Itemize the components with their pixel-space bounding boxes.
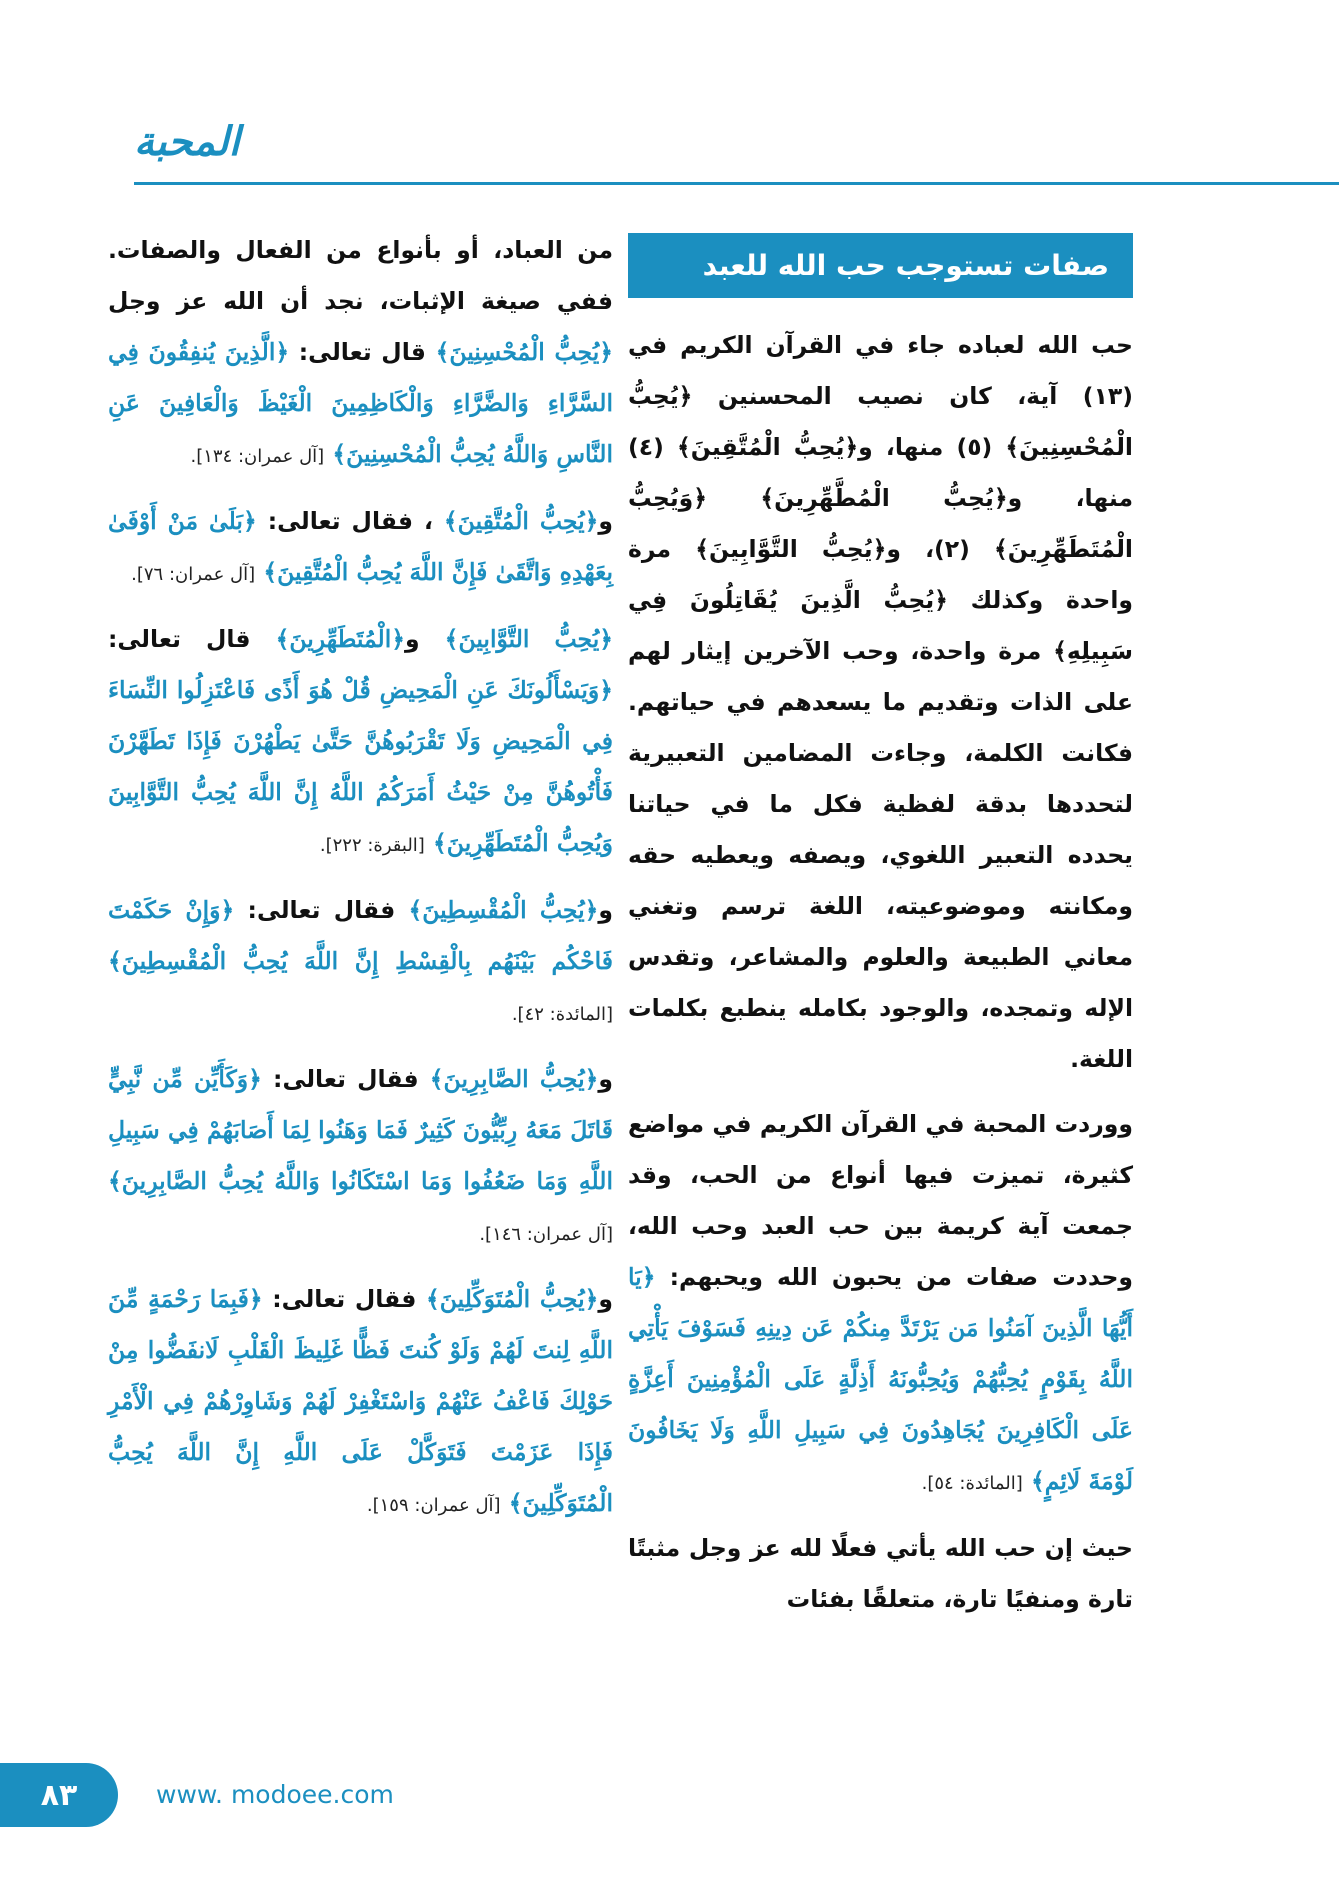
quran-verse-lead: ﴿يُحِبُّ الْمُقْسِطِينَ﴾ [408, 896, 599, 924]
quran-verse: ﴿يَا أَيُّهَا الَّذِينَ آمَنُوا مَن يَرْتَدَّ مِنكُمْ عَن دِينِهِ فَسَوْفَ يَأْتِي اللَّهُ بِقَوْمٍ يُحِبُّهُمْ وَيُحِبُّونَهُ أَذِلَّةٍ عَلَى الْمُؤْمِنِينَ أَعِزَّةٍ عَلَى الْكَافِرِينَ يُجَاهِدُونَ فِي سَبِيلِ اللَّهِ وَلَا يَخَافُونَ لَوْمَةَ لَائِمٍ﴾ [628, 1263, 1133, 1495]
paragraph-text: و [598, 507, 614, 535]
left-paragraph-4 [108, 885, 613, 1040]
paragraph-text: و [598, 896, 614, 924]
paragraph-text: حيث إن حب الله يأتي فعلًا لله عز وجل مثبتًا تارة ومنفيًا تارة، متعلقًا بفئات [628, 1534, 1133, 1613]
quran-verse-lead: ﴿يُحِبُّ التَّوَّابِينَ﴾ [444, 625, 613, 653]
left-paragraph-3 [108, 614, 613, 871]
page-number-badge: ٨٣ [0, 1763, 118, 1827]
quran-verse-lead: ﴿يُحِبُّ الصَّابِرِينَ﴾ [429, 1065, 599, 1093]
quran-verse: ﴿وَكَأَيِّن مِّن نَّبِيٍّ قَاتَلَ مَعَهُ رِبِّيُّونَ كَثِيرٌ فَمَا وَهَنُوا لِمَا أَصَابَهُمْ فِي سَبِيلِ اللَّهِ وَمَا ضَعُفُوا وَمَا اسْتَكَانُوا وَاللَّهُ يُحِبُّ الصَّابِرِينَ﴾ [108, 1065, 613, 1195]
verse-citation: [المائدة: ٤٢]. [511, 1004, 613, 1025]
quran-verse: ﴿وَإِنْ حَكَمْتَ فَاحْكُم بَيْنَهُم بِالْقِسْطِ إِنَّ اللَّهَ يُحِبُّ الْمُقْسِطِينَ﴾ [108, 896, 613, 975]
running-header-title: المحبة [134, 118, 240, 165]
footer-website-link[interactable]: www. modoee.com [156, 1780, 394, 1809]
paragraph-text: من العباد، أو بأنواع من الفعال والصفات. ففي صيغة الإثبات، نجد أن الله عز وجل [108, 236, 613, 315]
verse-citation: [آل عمران: ٧٦]. [131, 564, 256, 585]
paragraph-text: ووردت المحبة في القرآن الكريم في مواضع كثيرة، تميزت فيها أنواع من الحب، وقد جمعت آية كريمة بين حب العبد وحب الله، وحددت صفات من يحبون الله ويحبهم: [628, 1110, 1133, 1291]
header-rule [134, 182, 1339, 185]
quran-verse-lead: ﴿يُحِبُّ الْمُحْسِنِينَ﴾ [435, 338, 613, 366]
paragraph-text: و [598, 1285, 614, 1313]
verse-citation: [آل عمران: ١٤٦]. [479, 1224, 613, 1245]
section-heading: صفات تستوجب حب الله للعبد [628, 233, 1133, 298]
paragraph-text: و [405, 625, 420, 653]
quran-verse: ﴿الَّذِينَ يُنفِقُونَ فِي السَّرَّاءِ وَالضَّرَّاءِ وَالْكَاظِمِينَ الْغَيْظَ وَالْعَافِينَ عَنِ النَّاسِ وَاللَّهُ يُحِبُّ الْمُحْسِنِينَ﴾ [108, 338, 613, 468]
paragraph-text: ، فقال تعالى: [267, 507, 433, 535]
quran-verse-lead-2: ﴿الْمُتَطَهِّرِينَ﴾ [275, 625, 406, 653]
paragraph-text: و [598, 1065, 614, 1093]
paragraph-text: قال تعالى: [298, 338, 426, 366]
quran-verse: ﴿بَلَىٰ مَنْ أَوْفَىٰ بِعَهْدِهِ وَاتَّقَىٰ فَإِنَّ اللَّهَ يُحِبُّ الْمُتَّقِينَ﴾ [108, 507, 613, 586]
right-paragraph-1 [628, 320, 1133, 1085]
quran-verse: ﴿وَيَسْأَلُونَكَ عَنِ الْمَحِيضِ قُلْ هُوَ أَذًى فَاعْتَزِلُوا النِّسَاءَ فِي الْمَحِيضِ وَلَا تَقْرَبُوهُنَّ حَتَّىٰ يَطْهُرْنَ فَإِذَا تَطَهَّرْنَ فَأْتُوهُنَّ مِنْ حَيْثُ أَمَرَكُمُ اللَّهُ إِنَّ اللَّهَ يُحِبُّ التَّوَّابِينَ وَيُحِبُّ الْمُتَطَهِّرِينَ﴾ [108, 676, 613, 857]
right-paragraph-3 [628, 1523, 1133, 1625]
left-column [108, 225, 613, 1545]
right-paragraph-2 [628, 1099, 1133, 1509]
verse-citation: [المائدة: ٥٤]. [921, 1473, 1023, 1494]
left-paragraph-6 [108, 1274, 613, 1531]
paragraph-text: فقال تعالى: [247, 896, 396, 924]
left-paragraph-2 [108, 496, 613, 600]
paragraph-text: فقال تعالى: [272, 1285, 417, 1313]
quran-verse: ﴿فَبِمَا رَحْمَةٍ مِّنَ اللَّهِ لِنتَ لَهُمْ وَلَوْ كُنتَ فَظًّا غَلِيظَ الْقَلْبِ لَانفَضُّوا مِنْ حَوْلِكَ فَاعْفُ عَنْهُمْ وَاسْتَغْفِرْ لَهُمْ وَشَاوِرْهُمْ فِي الْأَمْرِ فَإِذَا عَزَمْتَ فَتَوَكَّلْ عَلَى اللَّهِ إِنَّ اللَّهَ يُحِبُّ الْمُتَوَكِّلِينَ﴾ [108, 1285, 613, 1517]
quran-verse-lead: ﴿يُحِبُّ الْمُتَّقِينَ﴾ [443, 507, 599, 535]
left-paragraph-5 [108, 1054, 613, 1260]
paragraph-text: فقال تعالى: [273, 1065, 419, 1093]
paragraph-text: حب الله لعباده جاء في القرآن الكريم في (١٣) آية، كان نصيب المحسنين ﴿يُحِبُّ الْمُحْسِنِينَ﴾ (٥) منها، و﴿يُحِبُّ الْمُتَّقِينَ﴾ (٤) منها، و﴿يُحِبُّ الْمُطَّهِّرِينَ﴾ ﴿وَيُحِبُّ الْمُتَطَهِّرِينَ﴾ (٢)، و﴿يُحِبُّ التَّوَّابِينَ﴾ مرة واحدة وكذلك ﴿يُحِبُّ الَّذِينَ يُقَاتِلُونَ فِي سَبِيلِهِ﴾ مرة واحدة، وحب الآخرين إيثار لهم على الذات وتقديم ما يسعدهم في حياتهم. فكانت الكلمة، وجاءت المضامين التعبيرية لتحددها بدقة لفظية فكل ما في حياتنا يحدده التعبير اللغوي، ويصفه ويعطيه حقه ومكانته وموضوعيته، اللغة ترسم وتغني معاني الطبيعة والعلوم والمشاعر، وتقدس الإله وتمجده، والوجود بكامله ينطبع بكلمات اللغة. [628, 331, 1133, 1073]
left-paragraph-1 [108, 225, 613, 482]
right-column [628, 225, 1133, 1639]
quran-verse-lead: ﴿يُحِبُّ الْمُتَوَكِّلِينَ﴾ [425, 1285, 599, 1313]
paragraph-text: قال تعالى: [108, 625, 251, 653]
verse-citation: [آل عمران: ١٥٩]. [366, 1495, 501, 1516]
verse-citation: [آل عمران: ١٣٤]. [190, 446, 325, 467]
verse-citation: [البقرة: ٢٢٢]. [319, 835, 425, 856]
